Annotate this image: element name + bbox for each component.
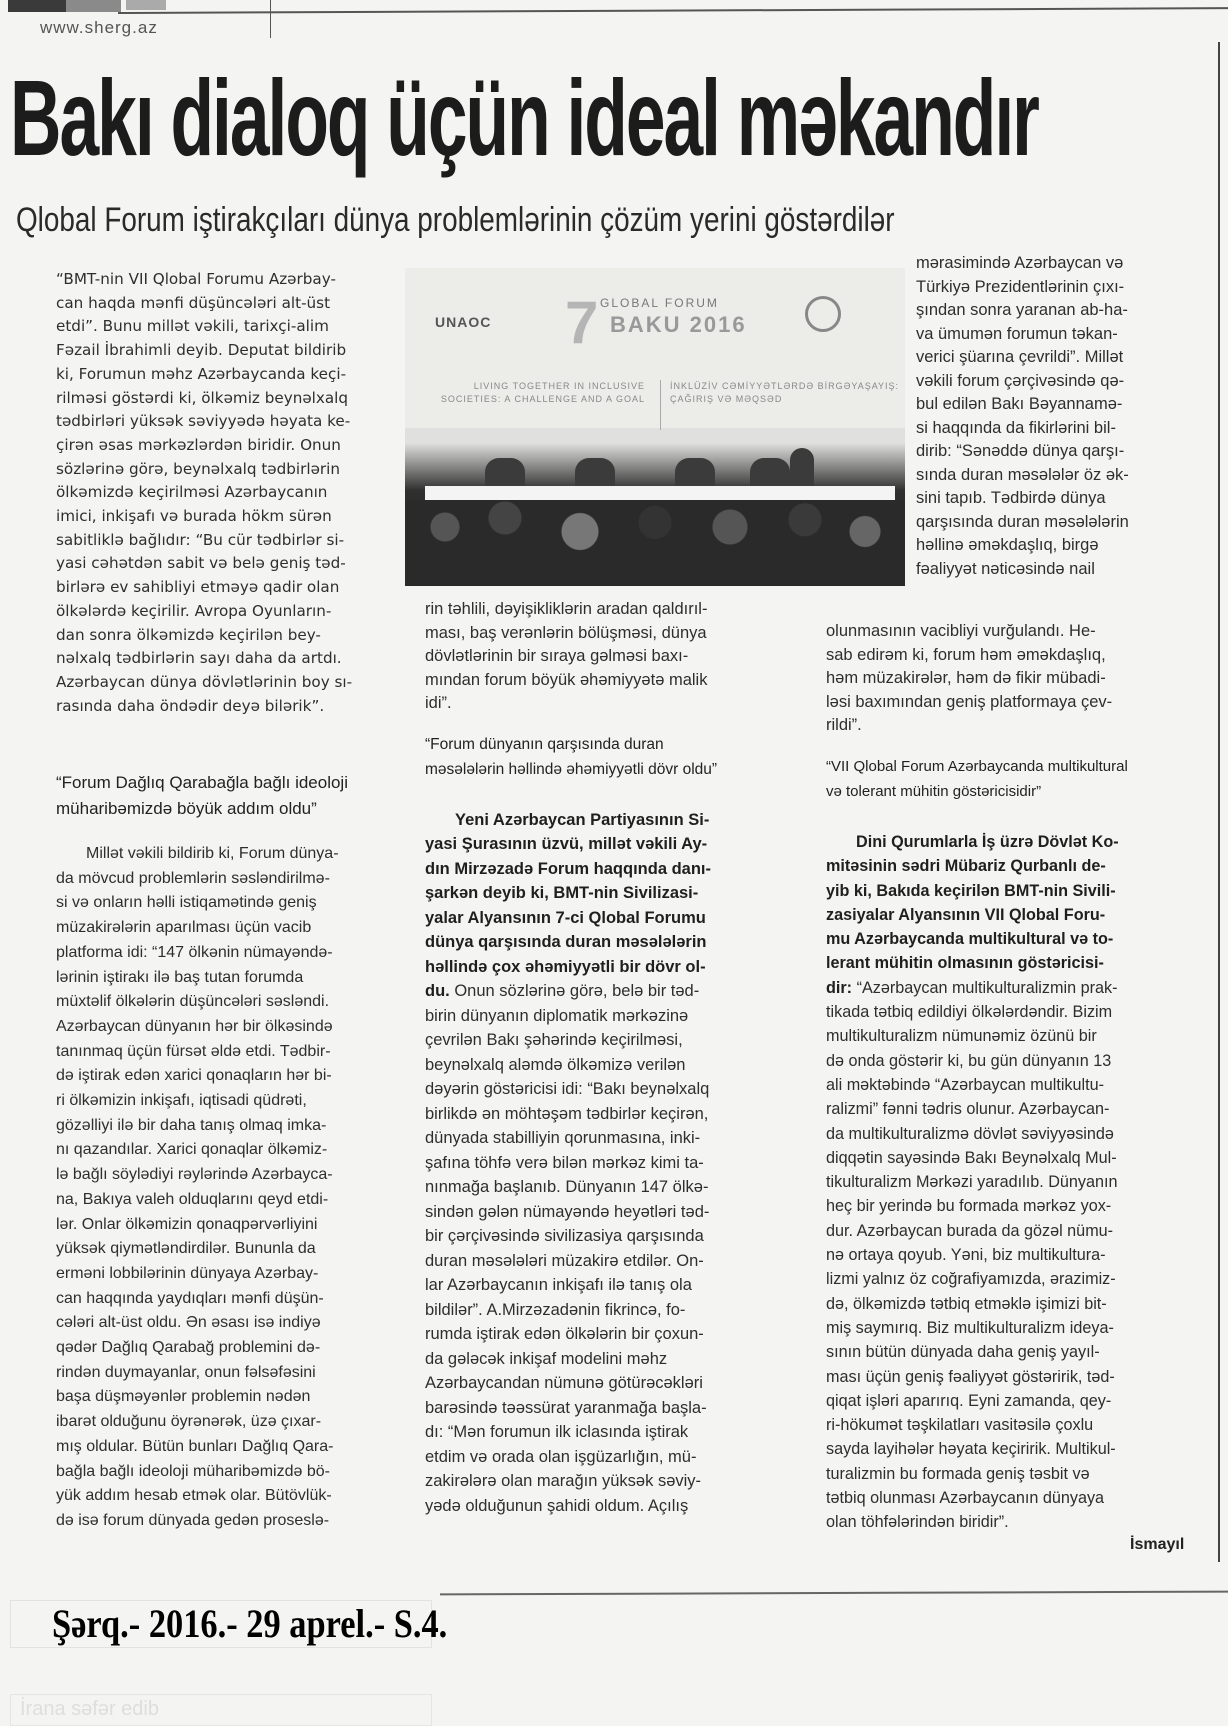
text-line: ralizmi” fənni tədris olunur. Azərbaycan-: [826, 1100, 1110, 1119]
text-line: nə ortaya qoyub. Yəni, biz multikultura-: [826, 1246, 1106, 1265]
text-line: beynəlxalq aləmdə ölkəmizə verilən: [425, 1055, 686, 1074]
text-line: Azərbaycan dünyanın hər bir ölkəsində: [56, 1017, 333, 1035]
text-line: “VII Qlobal Forum Azərbaycanda multikultural: [826, 757, 1128, 775]
text-line: cələri alt-üst oldu. Ən əsası isə indiyə: [56, 1314, 321, 1332]
section-lead: [425, 808, 805, 980]
spacer: [425, 782, 805, 808]
section-heading: [826, 754, 1211, 804]
text-line: yalar Alyansının 7-ci Qlobal Forumu: [425, 908, 706, 927]
panelist: [485, 458, 525, 488]
text-line: imici, inkişafı və burada hökm sürən: [56, 507, 332, 526]
text-line: ləsi baxımından geniş platformaya çev-: [826, 692, 1113, 711]
text-line: ki, Forumun məhz Azərbaycanda keçi-: [56, 364, 347, 383]
text-line: bildilər”. A.Mirzəzadənin fikrincə, fo-: [425, 1300, 686, 1319]
text-line: mitəsinin sədri Mübariz Qurbanlı de-: [826, 857, 1106, 876]
text-line: idi”.: [425, 694, 452, 713]
column-2: [425, 598, 805, 1518]
text-line: ibarət olduğunu öyrənərək, üzə çıxar-: [56, 1413, 322, 1431]
citation: Şərq.- 2016.- 29 aprel.- S.4.: [52, 1601, 448, 1646]
text-line: platforma idi: “147 ölkənin nümayəndə-: [56, 943, 333, 961]
text-line: mu Azərbaycanda multikultural və to-: [826, 930, 1114, 949]
panel-table: [425, 486, 895, 500]
text-line: da gələcək inkişaf modelini məhz: [425, 1349, 668, 1368]
text-line: vəkili forum çərçivəsində qə-: [916, 371, 1125, 390]
column-3: [826, 620, 1211, 1535]
text-line: dünya qarşısında duran məsələlərin: [425, 933, 707, 952]
banner-divider: [660, 380, 661, 430]
column-3-text: [826, 620, 1211, 738]
text-line: Fəzail İbrahimli deyib. Deputat bildirib: [56, 341, 347, 360]
panelist: [750, 458, 790, 488]
text-line: tətbiq olunması Azərbaycanın dünyaya: [826, 1488, 1105, 1507]
byline: İsmayıl: [1130, 1536, 1185, 1553]
text-line: ması üçün geniş fəaliyyət göstəririk, təd-: [826, 1367, 1115, 1386]
text-line: rumda iştirak edən ölkələrin bir çoxun-: [425, 1325, 704, 1344]
text-line: ması, baş verənlərin bölüşməsi, dünya: [425, 623, 707, 642]
baku-label: BAKU 2016: [610, 312, 747, 337]
text-line: lerant mühitin olmasının göstəricisi-: [826, 954, 1104, 973]
masthead-rule: [118, 7, 1228, 14]
lead-end-text: “Azərbaycan multikulturalizmin prak-: [852, 978, 1118, 997]
masthead-block: [66, 0, 121, 12]
lead-end-bold: du.: [425, 982, 450, 1001]
text-line: müxtəlif ölkələrin düşüncələri səsləndi.: [56, 993, 330, 1011]
text-line: də iştirak edən xarici qonaqların hər bi-: [56, 1067, 332, 1085]
text-line: rin təhlili, dəyişikliklərin aradan qaldırıl-: [425, 600, 708, 618]
text-line: və tolerant mühitin göstəricisidir”: [826, 782, 1042, 800]
text-line: ali məktəbində “Azərbaycan multikultu-: [826, 1075, 1105, 1094]
spacer: [425, 716, 805, 732]
text-line: müharibəmizdə böyük addım oldu”: [56, 799, 317, 818]
slogan-left: LIVING TOGETHER IN INCLUSIVE SOCIETIES: A CHALLENGE AND A GOAL: [440, 381, 645, 404]
text-line: başa düşməyənlər problemin nədən: [56, 1388, 311, 1406]
bleed-through-text: İrana səfər edib: [20, 1698, 159, 1720]
text-line: tədbirləri yüksək səviyyədə həyata ke-: [56, 412, 351, 431]
text-line: etdim və orada olan işgüzarlığın, mü-: [425, 1447, 697, 1466]
panelist: [790, 448, 814, 488]
text-line: nı qazandılar. Xarici qonaqlar ölkəmiz-: [56, 1141, 328, 1159]
text-line: Dini Qurumlarla İş üzrə Dövlət Ko-: [856, 832, 1119, 851]
section-body: [425, 1004, 805, 1519]
bottom-rule: [440, 1591, 1228, 1596]
text-line: “Forum dünyanın qarşısında duran: [425, 735, 664, 753]
text-line: duran məsələləri müzakirə etdilər. On-: [425, 1251, 704, 1270]
text-line: si və onların həlli istiqamətində geniş: [56, 894, 317, 912]
text-line: mış oldular. Bütün bunları Dağlıq Qara-: [56, 1437, 334, 1455]
text-line: yib ki, Bakıda keçirilən BMT-nin Sivili-: [826, 881, 1116, 900]
text-line: zasiyalar Alyansının VII Qlobal Foru-: [826, 905, 1106, 924]
text-line: qarşısında duran məsələlərin: [916, 512, 1129, 531]
column-3-top: [916, 252, 1206, 581]
text-line: can haqda mənfi düşüncələri alt-üst: [56, 293, 331, 312]
text-line: həm müzakirələr, həm də fikir mübadi-: [826, 669, 1106, 688]
column-1-intro: [56, 268, 401, 718]
panelist: [675, 458, 715, 488]
text-line: sabitliklə bağlıdır: “Bu cür tədbirlər si-: [56, 530, 345, 549]
text-line: birlikdə ən möhtəşəm tədbirlər keçirən,: [425, 1104, 709, 1123]
text-line: mından forum böyük əhəmiyyətə malik: [425, 670, 708, 689]
column-1-section: [56, 770, 401, 1534]
text-line: da mövcud problemlərin səsləndirilmə-: [56, 869, 330, 887]
text-line: dan sonra ölkəmizdə keçirilən bey-: [56, 625, 321, 644]
text-line: də, ölkəmizdə tətbiq etməklə işimizi bit-: [826, 1294, 1107, 1313]
section-heading: [56, 770, 401, 822]
text-line: dünyada stabilliyin qorunmasına, inki-: [425, 1129, 701, 1148]
text-line: verici şüarına çevrildi”. Millət: [916, 348, 1124, 366]
section-body: [56, 842, 401, 1534]
text-line: sayda layihələr həyata keçiririk. Multikul-: [826, 1440, 1116, 1459]
text-line: birlərə ev sahibliyi etməyə qadir olan: [56, 578, 340, 597]
text-line: can haqqında yaydıqları mənfi düşün-: [56, 1289, 324, 1307]
text-line: Türkiyə Prezidentlərinin çıxı-: [916, 277, 1125, 296]
lead-end-bold: dir:: [826, 978, 853, 997]
text-line: bağla bağlı ideoloji müharibəmizdə bö-: [56, 1462, 330, 1480]
panelist: [575, 458, 615, 488]
text-line: nınmağa başlanıb. Dünyanın 147 ölkə-: [425, 1178, 709, 1197]
text-line: ri ölkəmizin inkişafı, iqtisadi qüdrəti,: [56, 1092, 307, 1110]
section-lead-end: [826, 976, 1211, 1000]
audience: [405, 500, 905, 586]
text-line: nəlxalq tədbirlərin sayı daha da artdı.: [56, 649, 342, 668]
text-line: heç bir yerində bu formada mərkəz yox-: [826, 1197, 1112, 1216]
text-line: ri-hökumət təşkilatları vasitəsilə çoxlu: [826, 1416, 1094, 1435]
text-line: ölkəmizdə keçirilməsi Azərbaycanın: [56, 483, 328, 502]
text-line: şarkən deyib ki, BMT-nin Sivilizasi-: [425, 884, 699, 903]
text-line: şından sonra yaranan ab-ha-: [916, 301, 1128, 319]
spacer: [56, 822, 401, 842]
forum-number-graphic: 7: [565, 289, 599, 356]
spacer: [826, 804, 1211, 830]
masthead-block: [126, 0, 166, 10]
text-line: yük addım hesab etmək olar. Bütövlük-: [56, 1487, 332, 1505]
text-line: diqqətin sayəsində Bakı Beynəlxalq Mul-: [826, 1148, 1117, 1167]
unaoc-logo: UNAOC: [435, 314, 492, 330]
text-line: lə bağlı söylədiyi rəylərində Azərbayca-: [56, 1166, 333, 1184]
text-line: lizmi yalnız öz coğrafiyamızda, ərazimiz-: [826, 1270, 1116, 1289]
section-body: [826, 1000, 1211, 1535]
text-line: turalizmin bu formada geniş təsbit və: [826, 1464, 1090, 1483]
text-line: Azərbaycandan nümunə götürəcəkləri: [425, 1374, 703, 1393]
site-url: www.sherg.az: [40, 18, 158, 37]
text-line: na, Bakıya valeh olduqlarını qeyd etdi-: [56, 1190, 329, 1208]
headline: Bakı dialoq üçün ideal məkandır: [10, 57, 1038, 178]
text-line: olan töhfələrindən biridir”.: [826, 1513, 1009, 1532]
text-line: qədər Dağlıq Qarabağ problemini də-: [56, 1339, 321, 1357]
text-line: sindən gələn nümayəndə heyətləri təd-: [425, 1202, 710, 1221]
text-line: Yeni Azərbaycan Partiyasının Si-: [455, 810, 710, 829]
spacer: [826, 738, 1211, 754]
text-line: rildi”.: [826, 716, 862, 735]
text-line: də onda göstərir ki, bu gün dünyanın 13: [826, 1051, 1112, 1070]
text-line: dövlətlərinin bir sıraya gəlməsi baxı-: [425, 647, 689, 666]
text-line: rilməsi göstərdi ki, ölkəmiz beynəlxalq: [56, 388, 349, 407]
section-heading: [425, 732, 805, 782]
divider: [270, 0, 271, 38]
text-line: sının bütün dünyada daha geniş yayıl-: [826, 1343, 1100, 1362]
text-line: birin dünyanın diplomatik mərkəzinə: [425, 1006, 689, 1025]
text-line: va ümumən forumun təkan-: [916, 324, 1118, 343]
column-rule: [1218, 42, 1220, 1562]
text-line: yasi cəhətdən sabit və belə geniş təd-: [56, 554, 346, 573]
forum-photo: [405, 268, 905, 586]
text-line: mərasimində Azərbaycan və: [916, 254, 1124, 272]
text-line: lərinin iştirakı ilə baş tutan forumda: [56, 968, 304, 986]
text-line: si haqqında da fikirlərini bil-: [916, 418, 1116, 437]
text-line: dı: “Mən forumun ilk iclasında iştirak: [425, 1423, 689, 1442]
text-line: gözəlliyi ilə bir daha tanış olmaq imka-: [56, 1116, 327, 1134]
text-line: erməni lobbilərinin dünyaya Azərbay-: [56, 1264, 319, 1282]
lead-end-text: Onun sözlərinə görə, belə bir təd-: [449, 982, 700, 1001]
column-2-text: [425, 598, 805, 716]
text-line: çirən əsas mərkəzlərdən biridir. Onun: [56, 435, 341, 454]
text-line: fəaliyyət nəticəsində nail: [916, 559, 1095, 578]
text-line: bul edilən Bakı Bəyannamə-: [916, 395, 1123, 413]
text-line: “BMT-nin VII Qlobal Forumu Azərbay-: [56, 270, 336, 288]
text-line: ölkələrdə keçirilir. Avropa Oyunların-: [56, 601, 332, 620]
forum-label: GLOBAL FORUM: [600, 296, 719, 310]
text-line: yədə olduğunun şahidi oldum. Açılış: [425, 1496, 689, 1515]
emblem-icon: [805, 296, 841, 332]
text-line: sini tapıb. Tədbirdə dünya: [916, 489, 1106, 507]
text-line: lar Azərbaycanın inkişafı ilə tanış ola: [425, 1276, 692, 1295]
section-lead-end: [425, 979, 805, 1004]
text-line: sab edirəm ki, forum həm əməkdaşlıq,: [826, 645, 1106, 664]
text-line: qiqat işləri aparırıq. Eyni zamanda, qey-: [826, 1391, 1112, 1410]
text-line: miş saymırıq. Biz multikulturalizm ideya-: [826, 1318, 1114, 1337]
text-line: rasında daha öndədir deyə bilərik”.: [56, 696, 325, 715]
text-line: rindən duymayanlar, onun fəlsəfəsini: [56, 1363, 316, 1381]
slogan-right: İNKLÜZİV CƏMİYYƏTLƏRDƏ BİRGƏYAŞAYIŞ: ÇAĞIRIŞ VƏ MƏQSƏD: [670, 381, 900, 404]
text-line: həllində çox əhəmiyyətli bir dövr ol-: [425, 957, 706, 976]
text-line: lər. Onlar ölkəmizin qonaqpərvərliyini: [56, 1215, 318, 1233]
text-line: zakirələrə olan marağın yüksək səviy-: [425, 1472, 702, 1491]
text-line: Millət vəkili bildirib ki, Forum dünya-: [86, 845, 339, 862]
text-line: çevrilən Bakı şəhərində keçirilməsi,: [425, 1031, 683, 1050]
text-line: şafına töhfə verə bilən mərkəz kimi ta-: [425, 1153, 704, 1172]
text-line: dın Mirzəzadə Forum haqqında danı-: [425, 859, 712, 878]
text-line: bir çərçivəsində sivilizasiya qarşısında: [425, 1227, 704, 1246]
text-line: etdi”. Bunu millət vəkili, tarixçi-alim: [56, 317, 329, 336]
text-line: müzakirələrin aparılması üçün vacib: [56, 919, 312, 937]
text-line: sözlərinə görə, beynəlxalq tədbirlərin: [56, 459, 341, 478]
text-line: dirib: “Sənəddə dünya qarşı-: [916, 442, 1125, 460]
masthead-bar: [8, 0, 1228, 14]
section-lead: [826, 830, 1211, 976]
text-line: yasi Şurasının üzvü, millət vəkili Ay-: [425, 835, 708, 854]
text-line: dəyərin göstəricisi idi: “Bakı beynəlxalq: [425, 1080, 710, 1099]
text-line: həllinə əməkdaşlıq, birgə: [916, 536, 1099, 554]
text-line: dur. Azərbaycan burada da gözəl nümu-: [826, 1221, 1114, 1240]
text-line: olunmasının vacibliyi vurğulandı. He-: [826, 622, 1096, 640]
masthead-block: [8, 0, 66, 12]
text-line: məsələlərin həllində əhəmiyyətli dövr oldu”: [425, 760, 718, 778]
text-line: Azərbaycan dünya dövlətlərinin boy sı-: [56, 672, 353, 691]
text-line: da multikulturalizmə dövlət səviyyəsində: [826, 1124, 1114, 1143]
text-line: tikada tətbiq edildiyi ölkələrdəndir. Bizim: [826, 1003, 1113, 1022]
subheadline: Qlobal Forum iştirakçıları dünya problemlərinin çözüm yerini göstərdilər: [16, 201, 895, 239]
text-line: “Forum Dağlıq Qarabağla bağlı ideoloji: [56, 773, 348, 792]
text-line: yüksək qiymətləndirdilər. Bununla da: [56, 1240, 316, 1258]
text-line: də isə forum dünyada gedən proseslə-: [56, 1511, 330, 1529]
text-line: sında duran məsələlər öz ək-: [916, 465, 1129, 484]
text-line: tanınmaq üçün fürsət əldə etdi. Tədbir-: [56, 1042, 331, 1060]
text-line: barəsində təəssürat yaranmağa başla-: [425, 1398, 707, 1417]
text-line: tikulturalizm Mərkəzi yaradılıb. Dünyanın: [826, 1173, 1118, 1192]
text-line: multikulturalizm nümunəmiz özünü bir: [826, 1027, 1097, 1046]
